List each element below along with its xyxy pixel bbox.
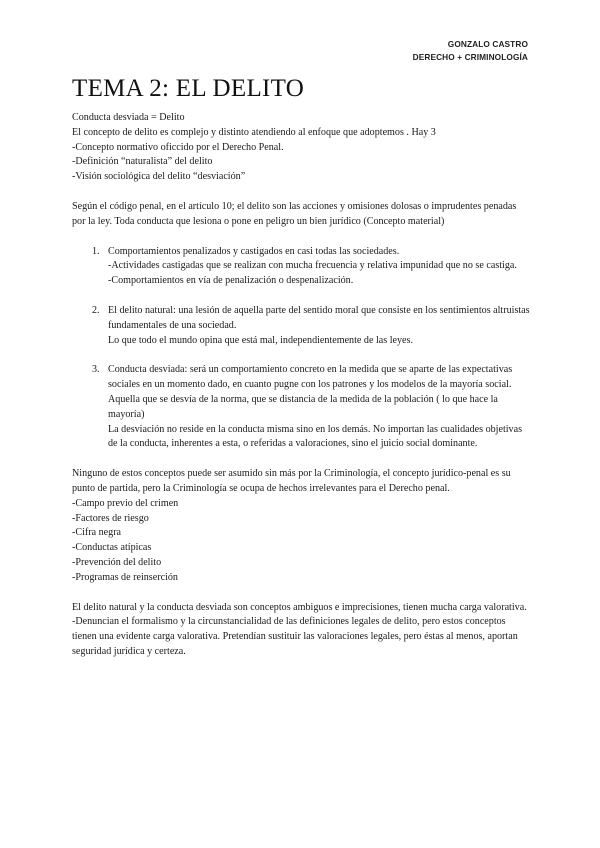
criminologia-list: [72, 497, 530, 586]
criminologia-item: -Programas de reinserción: [72, 571, 178, 583]
closing-paragraph: El delito natural y la conducta desviada son conceptos ambiguos e imprecisiones, tienen mucha carga valorativa.: [72, 601, 527, 613]
list-item-line: Conducta desviada: será un comportamiento concreto en la medida que se aparte de las expectativas sociales en un momento dado, en cuanto pugne con los patrones y los modelos de la mayoría social. Aquella que se desvía de la norma, que se distancia de la medida de la población ( lo que hace la mayoría): [108, 364, 513, 420]
list-item-number: 2.: [92, 304, 100, 316]
list-item-line: El delito natural: una lesión de aquella parte del sentido moral que consiste en los sentimientos altruistas fundamentales de una sociedad.: [108, 304, 530, 331]
list-item-number: 3.: [92, 364, 100, 376]
page-header: [413, 38, 528, 64]
criminologia-item: -Conductas atípicas: [72, 542, 152, 554]
list-item-line: -Actividades castigadas que se realizan con mucha frecuencia y relativa impunidad que no se castiga.: [108, 260, 517, 272]
list-item: [72, 304, 530, 348]
document-body: [72, 111, 530, 660]
header-subject: DERECHO + CRIMINOLOGÍA: [412, 52, 528, 62]
intro-line: -Definición “naturalista” del delito: [72, 156, 213, 168]
paragraph-criminologia: Ninguno de estos conceptos puede ser asumido sin más por la Criminología, el concepto jurídico-penal es su punto de partida, pero la Criminología se ocupa de hechos irrelevantes para el Derecho penal.: [72, 468, 511, 494]
list-item-number: 1.: [92, 245, 100, 257]
intro-block: [72, 111, 530, 185]
numbered-list: [72, 245, 530, 453]
intro-line: -Concepto normativo oficcido por el Derecho Penal.: [72, 141, 284, 153]
criminologia-item: -Cifra negra: [72, 527, 122, 539]
criminologia-item: -Factores de riesgo: [72, 512, 149, 524]
paragraph-codigo-penal: Según el código penal, en el artículo 10; el delito son las acciones y omisiones dolosas o imprudentes penadas por la ley. Toda conducta que lesiona o pone en peligro un bien jurídico (Concepto material): [72, 200, 517, 227]
criminologia-item: -Campo previo del crimen: [72, 497, 179, 509]
list-item-line: -Comportamientos en vía de penalización o despenalización.: [108, 275, 354, 287]
list-item-line: Lo que todo el mundo opina que está mal, independientemente de las leyes.: [108, 334, 413, 346]
criminologia-item: -Prevención del delito: [72, 556, 162, 568]
header-author: GONZALO CASTRO: [447, 39, 528, 49]
list-item: [72, 363, 530, 452]
list-item: [72, 245, 530, 289]
intro-line: El concepto de delito es complejo y distinto atendiendo al enfoque que adoptemos . Hay 3: [72, 126, 436, 138]
list-item-line: La desviación no reside en la conducta misma sino en los demás. No importan las cualidades objetivas de la conducta, inherentes a esta, o referidas a valoraciones, sino el juicio social dominante.: [108, 423, 523, 450]
list-item-line: Comportamientos penalizados y castigados en casi todas las sociedades.: [108, 245, 400, 257]
document-title: TEMA 2: EL DELITO: [72, 75, 305, 102]
intro-line: -Visión sociológica del delito “desviación”: [72, 171, 246, 183]
closing-paragraph: -Denuncian el formalismo y la circunstancialidad de las definiciones legales de delito, pero estos conceptos tienen una evidente carga valorativa. Pretendían sustituir las valoraciones legales, pero éstas al menos, aportan seguridad jurídica y certeza.: [72, 616, 518, 657]
intro-line: Conducta desviada = Delito: [72, 112, 185, 123]
